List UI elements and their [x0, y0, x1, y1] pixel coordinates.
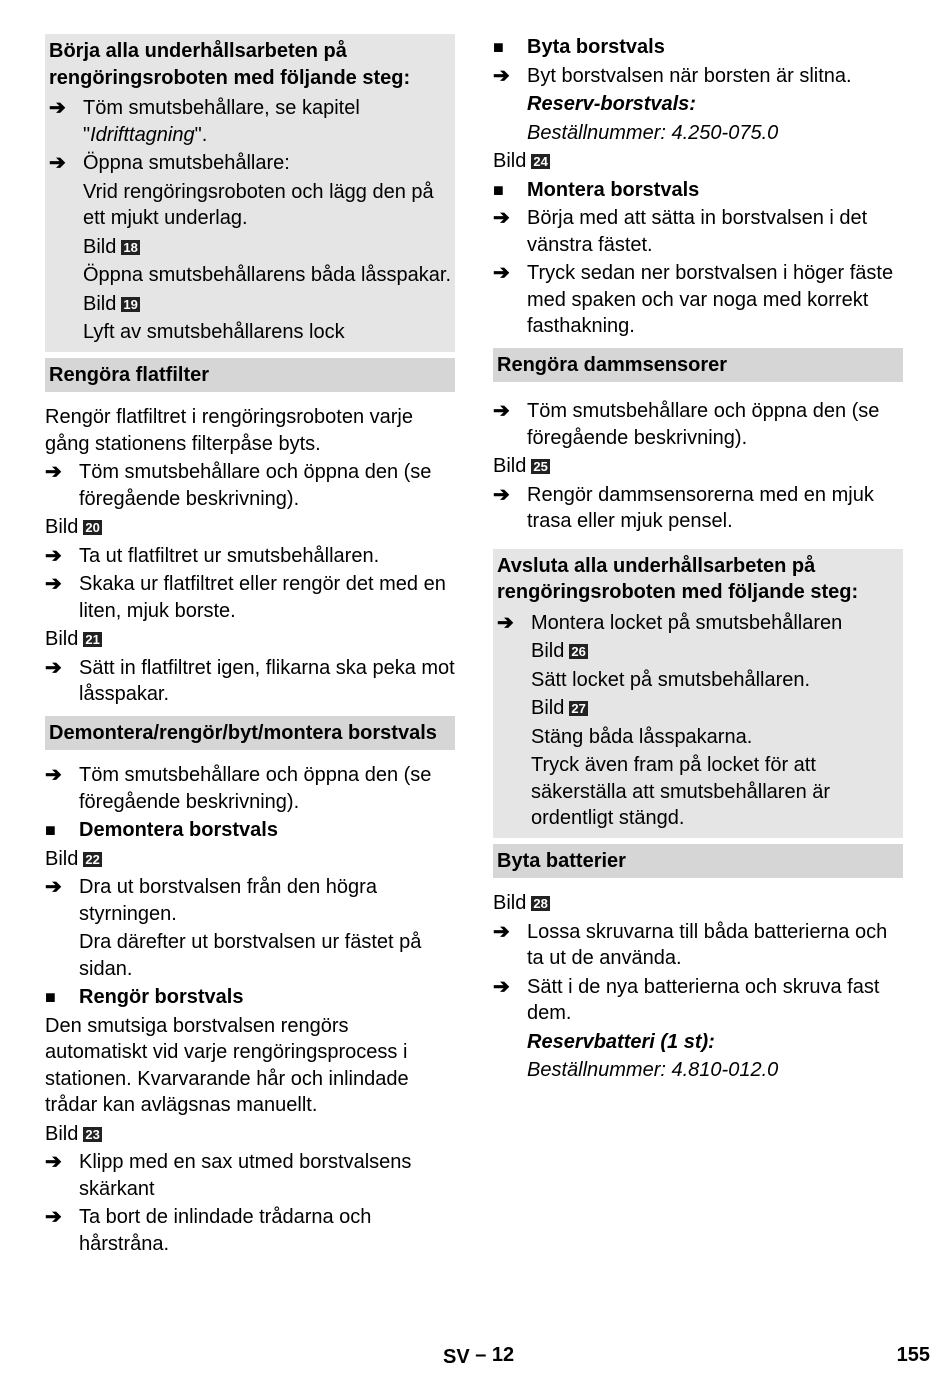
figure-number: 19 [123, 296, 138, 312]
arrow-icon: ➔ [45, 1206, 62, 1228]
arrow-icon: ➔ [49, 97, 66, 119]
maintenance-intro-box [45, 34, 455, 352]
bild-label: Bild [493, 892, 527, 914]
arrow-icon: ➔ [45, 461, 62, 483]
figure-ref [493, 453, 903, 480]
figure-ref [493, 890, 903, 917]
arrow-icon: ➔ [493, 975, 510, 998]
arrow-icon: ➔ [45, 1151, 62, 1173]
figure-ref [49, 291, 451, 318]
left-column [45, 34, 455, 1259]
step-text: Stäng båda låsspakarna. [531, 725, 753, 748]
step-text: Tryck även fram på locket för att säkerställa att smutsbehållaren är ordentligt stängd. [531, 754, 831, 829]
step-text: Töm smutsbehållare och öppna den (se föregående beskrivning). [527, 400, 880, 449]
section-page: – 12 [475, 1344, 515, 1366]
step-text: Rengör dammsensorerna med en mjuk trasa eller mjuk pensel. [527, 483, 874, 532]
language-code: SV [443, 1346, 470, 1368]
step [493, 482, 903, 535]
step [45, 655, 455, 708]
arrow-icon: ➔ [49, 152, 66, 174]
footer-language [443, 1342, 514, 1371]
order-number: Beställnummer: 4.810-012.0 [527, 1059, 779, 1081]
step [49, 95, 451, 148]
step [497, 610, 899, 637]
step [493, 63, 903, 90]
subsection-title [45, 817, 455, 844]
arrow-icon: ➔ [45, 876, 62, 898]
figure-ref [493, 148, 903, 175]
figure-number: 26 [571, 644, 586, 659]
paragraph: Den smutsiga borstvalsen rengörs automatiskt vid varje rengöringsprocess i stationen. Kvarvarande hår och inlindade trådar kan avlägsnas manuellt. [45, 1014, 409, 1116]
bild-label: Bild [493, 150, 527, 172]
step-text: Töm smutsbehållare och öppna den (se föregående beskrivning). [79, 461, 432, 510]
figure-ref [497, 638, 899, 665]
section-header-borstvals: Demontera/rengör/byt/montera borstvals [45, 716, 455, 751]
step-text: Öppna smutsbehållare: [83, 152, 290, 174]
figure-ref [497, 695, 899, 722]
step-text: Byt borstvalsen när borsten är slitna. [527, 64, 852, 87]
arrow-icon: ➔ [493, 64, 510, 87]
figure-ref [45, 1121, 455, 1148]
figure-number: 28 [533, 896, 548, 911]
step-text: Ta bort de inlindade trådarna och hårstråna. [79, 1206, 372, 1255]
step-text: Sätt i de nya batterierna och skruva fast dem. [527, 975, 880, 1024]
step-text: Montera locket på smutsbehållaren [531, 611, 843, 634]
step-text: Lossa skruvarna till båda batterierna och ta ut de använda. [527, 920, 888, 969]
arrow-icon: ➔ [493, 262, 510, 284]
step [493, 919, 903, 972]
arrow-icon: ➔ [45, 573, 62, 595]
section-header-batterier: Byta batterier [493, 844, 903, 879]
step [45, 459, 455, 512]
step [45, 874, 455, 927]
square-bullet-icon: ■ [493, 37, 504, 57]
subsection-title [45, 984, 455, 1011]
bild-label: Bild [83, 235, 117, 258]
bild-label: Bild [45, 516, 79, 538]
step [493, 974, 903, 1027]
bild-label: Bild [493, 455, 527, 477]
step-text: Sätt locket på smutsbehållaren. [531, 668, 811, 691]
subsection-title-text: Montera borstvals [527, 178, 700, 201]
figure-number: 24 [533, 154, 548, 169]
step-text: Skaka ur flatfiltret eller rengör det med en liten, mjuk borste. [79, 573, 446, 622]
order-number: Beställnummer: 4.250-075.0 [527, 121, 779, 144]
step-text: Vrid rengöringsroboten och lägg den på ett mjukt underlag. [83, 180, 434, 229]
subsection-title-text: Demontera borstvals [79, 819, 278, 841]
section-header-flatfilter: Rengöra flatfilter [45, 358, 455, 393]
section-header-dammsensorer: Rengöra dammsensorer [493, 348, 903, 383]
step [45, 1149, 455, 1202]
arrow-icon: ➔ [45, 656, 62, 679]
figure-number: 27 [571, 701, 586, 716]
maintenance-finish-title: Avsluta alla underhållsarbeten på rengöringsroboten med följande steg: [497, 554, 859, 603]
chapter-ref: Idrifttagning [90, 123, 195, 146]
bild-label: Bild [531, 697, 565, 719]
figure-number: 23 [85, 1126, 100, 1142]
step-text: Lyft av smutsbehållarens lock [83, 321, 345, 343]
step [45, 543, 455, 570]
step-text: Sätt in flatfiltret igen, flikarna ska peka mot låsspakar. [79, 656, 455, 705]
figure-number: 21 [85, 632, 100, 647]
step [45, 762, 455, 815]
subsection-title-text: Byta borstvals [527, 36, 665, 58]
step-text: Öppna smutsbehållarens båda låsspakar. [83, 264, 452, 286]
bild-label: Bild [531, 640, 565, 662]
bild-label: Bild [45, 847, 79, 870]
step-text: Ta ut flatfiltret ur smutsbehållaren. [79, 544, 380, 567]
arrow-icon: ➔ [493, 207, 510, 229]
step [493, 398, 903, 451]
square-bullet-icon: ■ [45, 820, 56, 840]
arrow-icon: ➔ [497, 611, 514, 634]
arrow-icon: ➔ [493, 920, 510, 943]
spare-part-label: Reservbatteri (1 st): [527, 1030, 715, 1053]
step-text: Klipp med en sax utmed borstvalsens skärkant [79, 1151, 412, 1200]
page-number: 155 [896, 1344, 930, 1366]
arrow-icon: ➔ [493, 400, 510, 422]
text: Töm smutsbehållare, se kapitel " [83, 97, 360, 146]
step-text: Börja med att sätta in borstvalsen i det vänstra fästet. [527, 207, 868, 256]
right-column [493, 34, 903, 1086]
figure-number: 25 [533, 459, 548, 474]
step-text: Tryck sedan ner borstvalsen i höger fäste med spaken och var noga med korrekt fasthakning. [527, 262, 894, 337]
step [45, 571, 455, 624]
figure-number: 22 [85, 851, 100, 867]
paragraph: Rengör flatfiltret i rengöringsroboten varje gång stationens filterpåse byts. [45, 406, 413, 455]
arrow-icon: ➔ [45, 764, 62, 786]
step [493, 260, 903, 340]
step-text: Dra därefter ut borstvalsen ur fästet på sidan. [79, 931, 422, 980]
step [49, 150, 451, 177]
subsection-title-text: Rengör borstvals [79, 986, 244, 1008]
maintenance-finish-box [493, 549, 903, 838]
step-text: Töm smutsbehållare och öppna den (se föregående beskrivning). [79, 764, 432, 813]
bild-label: Bild [45, 628, 79, 650]
figure-ref [45, 846, 455, 873]
step [493, 205, 903, 258]
figure-ref [45, 514, 455, 541]
step-text: Dra ut borstvalsen från den högra styrningen. [79, 876, 377, 925]
square-bullet-icon: ■ [45, 987, 56, 1007]
square-bullet-icon: ■ [493, 179, 504, 200]
maintenance-intro-title: Börja alla underhållsarbeten på rengöringsroboten med följande steg: [49, 40, 411, 89]
figure-ref [45, 626, 455, 653]
bild-label: Bild [83, 292, 117, 315]
subsection-title [493, 177, 903, 204]
text: ". [194, 123, 208, 146]
figure-number: 20 [85, 520, 100, 535]
figure-number: 18 [123, 239, 138, 255]
step [45, 1204, 455, 1257]
arrow-icon: ➔ [493, 483, 510, 506]
bild-label: Bild [45, 1122, 79, 1145]
figure-ref [49, 234, 451, 261]
arrow-icon: ➔ [45, 544, 62, 567]
step-text [83, 95, 451, 148]
spare-part-label: Reserv-borstvals: [527, 93, 696, 115]
subsection-title [493, 34, 903, 61]
